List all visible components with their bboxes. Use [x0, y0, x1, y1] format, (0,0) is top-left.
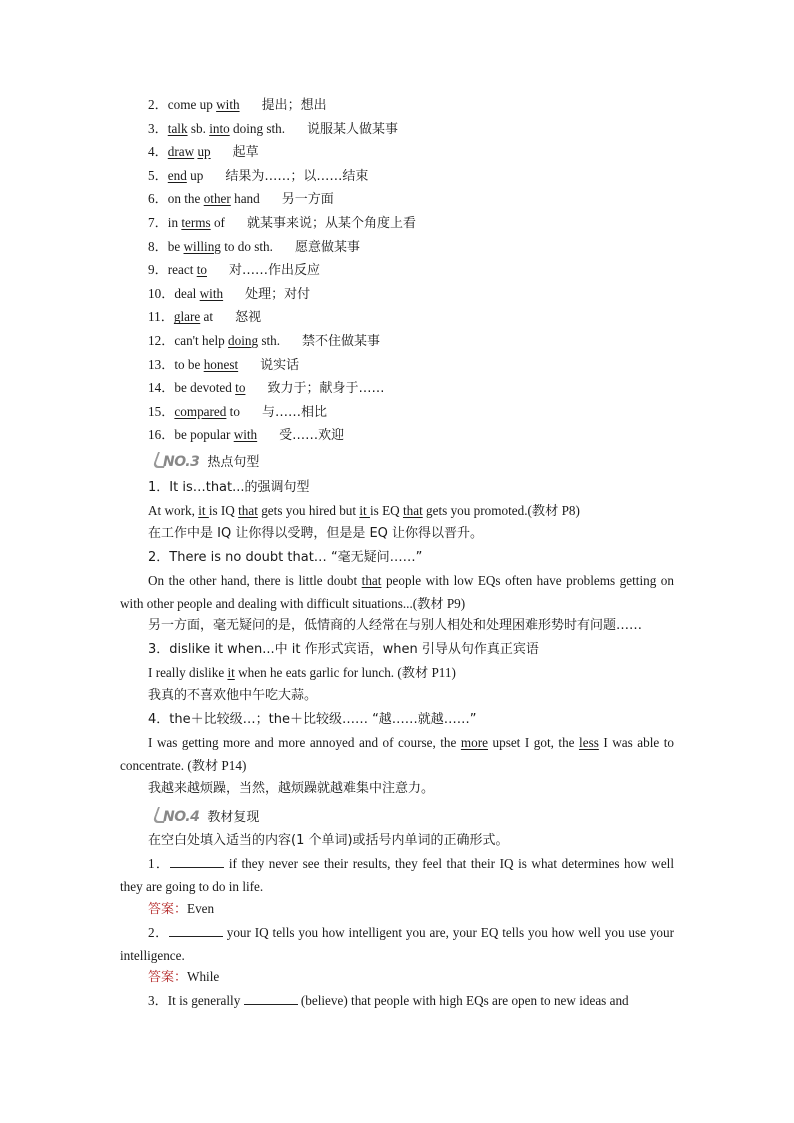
text-segment: to do sth. [220, 238, 273, 254]
text-segment: upset I got, the [488, 735, 580, 750]
underlined-word: end [167, 167, 187, 183]
question-3 [120, 990, 674, 1013]
text-segment: 8． [148, 238, 168, 254]
phrase-meaning: 处理；对付 [245, 286, 311, 302]
text-segment: doing sth. [229, 120, 286, 136]
phrase-meaning: 愿意做某事 [294, 239, 360, 255]
sentence-1-translation: 在工作中是 IQ 让你得以受聘，但是是 EQ 让你得以晋升。 [148, 526, 484, 541]
text-segment: I was getting more and more annoyed and of course, the [148, 735, 461, 750]
phrase-item [148, 143, 259, 162]
phrase-english [148, 214, 225, 232]
phrase-meaning: 起草 [232, 145, 259, 161]
question-number: 3． [148, 993, 168, 1008]
phrase-english [148, 190, 260, 208]
text-segment: 9． [148, 262, 168, 278]
text-segment: I was able to concentrate. (教材 P14) [120, 735, 674, 773]
question-2 [120, 922, 674, 967]
text-segment: be [167, 238, 184, 254]
answer-blank[interactable] [170, 855, 224, 868]
phrase-item [148, 426, 344, 445]
sentence-1-heading: 1．It is…that...的强调句型 [148, 480, 310, 495]
section-no4-title: 教材复现 [207, 810, 260, 825]
phrase-meaning: 对……作出反应 [228, 263, 320, 279]
underlined-word: willing [183, 238, 221, 254]
phrase-english [148, 96, 240, 114]
text-segment: to [226, 403, 240, 419]
underlined-word: talk [167, 120, 188, 136]
underlined-word: to [235, 380, 246, 396]
text-segment: react [167, 262, 197, 278]
phrase-meaning: 怒视 [235, 310, 262, 326]
answer-blank[interactable] [244, 992, 298, 1005]
text-segment: can't help [174, 333, 229, 348]
answer-value: While [187, 969, 220, 984]
phrase-meaning: 与……相比 [261, 404, 327, 420]
phrase-english [148, 332, 280, 350]
sentence-2-translation: 另一方面，毫无疑问的是，低情商的人经常在与别人相处和处理困难形势时有问题…… [148, 618, 643, 633]
text-segment: 6． [148, 191, 168, 207]
sentence-4-translation: 我越来越烦躁，当然，越烦躁就越难集中注意力。 [148, 781, 435, 796]
phrase-item [148, 308, 261, 327]
phrase-english [148, 120, 285, 138]
underlined-word: terms [181, 215, 211, 230]
underlined-word: glare [173, 309, 201, 325]
phrase-english [148, 403, 240, 421]
text-segment: 5． [148, 167, 168, 183]
underlined-word: it [198, 503, 209, 518]
question-text: your IQ tells you how intelligent you are, your EQ tells you how well you use your intelligence. [120, 925, 674, 963]
text-segment: sth. [258, 333, 281, 348]
text-segment: 2． [148, 97, 168, 112]
text-segment: 12． [148, 333, 175, 348]
text-segment: 15． [148, 403, 175, 419]
sentence-3-translation: 我真的不喜欢他中午吃大蒜。 [148, 688, 318, 703]
phrase-meaning: 致力于；献身于…… [267, 381, 385, 397]
text-segment: when he eats garlic for lunch. (教材 P11) [234, 665, 456, 680]
section-no4-header [155, 803, 259, 825]
text-segment: 3． [148, 120, 168, 136]
underlined-word: draw [167, 144, 195, 160]
phrase-english [148, 238, 273, 256]
phrase-meaning: 说实话 [260, 357, 300, 373]
text-segment: 7． [148, 215, 168, 230]
text-segment: up [186, 167, 204, 183]
question-2-answer [148, 968, 219, 987]
phrase-item [148, 261, 320, 280]
text-segment: At work, [148, 503, 199, 518]
section-no4-badge: NO.4 [155, 809, 199, 825]
phrase-meaning: 另一方面 [281, 192, 334, 208]
answer-label: 答案： [148, 902, 188, 917]
phrase-item [148, 403, 327, 422]
text-segment: is IQ [208, 503, 239, 518]
phrase-item [148, 167, 368, 186]
sentence-4-heading: 4．the＋比较级…；the＋比较级…… “越……就越……” [148, 712, 477, 727]
section-no3-header [155, 448, 259, 470]
phrase-english [148, 426, 257, 444]
text-segment: be popular [174, 427, 234, 443]
phrase-item [148, 356, 299, 375]
underlined-word: more [460, 735, 488, 750]
underlined-word: that [402, 503, 423, 518]
phrase-item [148, 214, 416, 233]
phrase-item [148, 332, 380, 351]
phrase-english [148, 356, 238, 374]
underlined-word: doing [228, 333, 259, 348]
phrase-meaning: 受……欢迎 [279, 428, 345, 444]
phrase-item [148, 190, 334, 209]
question-1-answer [148, 900, 214, 919]
text-segment: of [210, 215, 225, 230]
text-segment: to be [174, 356, 204, 372]
phrase-meaning: 就某事来说；从某个角度上看 [246, 216, 416, 231]
text-segment: gets you promoted.(教材 P8) [422, 503, 580, 518]
underlined-word: it [359, 503, 370, 518]
underlined-word: less [579, 735, 599, 750]
sentence-2-heading: 2．There is no doubt that… “毫无疑问……” [148, 550, 423, 565]
question-text: It is generally [167, 993, 244, 1008]
text-segment: 16． [148, 427, 175, 443]
phrase-item [148, 285, 310, 304]
text-segment: 4． [148, 144, 168, 160]
section-no3-badge: NO.3 [155, 454, 199, 470]
sentence-3-heading: 3．dislike it when...中 it 作形式宾语，when 引导从句作真正宾语 [148, 642, 539, 657]
phrase-english [148, 308, 213, 326]
underlined-word: with [216, 97, 240, 112]
phrase-english [148, 285, 223, 303]
text-segment: 10． [148, 285, 175, 301]
question-number: 2． [148, 925, 169, 940]
sentence-2-english [120, 570, 674, 615]
section-no3-title: 热点句型 [207, 455, 260, 470]
underlined-word: compared [174, 403, 227, 419]
underlined-word: to [196, 262, 207, 278]
underlined-word: it [227, 665, 235, 680]
question-1 [120, 853, 674, 898]
text-segment: come up [167, 97, 217, 112]
text-segment: is EQ [370, 503, 403, 518]
question-text: (believe) that people with high EQs are open to new ideas and [297, 993, 629, 1008]
text-segment: sb. [187, 120, 210, 136]
underlined-word: up [197, 144, 211, 160]
underlined-word: that [361, 573, 382, 588]
phrase-meaning: 提出；想出 [261, 98, 327, 113]
text-segment: people with low EQs often have problems getting on with other people and dealing with difficult situations...(教材 P9) [120, 573, 674, 611]
text-segment: on the [167, 191, 204, 207]
answer-label: 答案： [148, 970, 188, 985]
question-text: if they never see their results, they feel that their IQ is what determines how well they are going to do in life. [120, 856, 675, 894]
sentence-4-english [120, 732, 674, 777]
phrase-item [148, 379, 384, 398]
text-segment: 11． [148, 309, 174, 325]
text-segment: in [167, 215, 182, 230]
underlined-word: honest [203, 356, 239, 372]
text-segment: deal [174, 285, 200, 301]
text-segment: be devoted [174, 380, 236, 396]
sentence-3-english [148, 664, 456, 682]
phrase-item [148, 238, 360, 257]
phrase-item [148, 96, 327, 115]
question-number: 1． [148, 856, 171, 871]
phrase-english [148, 261, 207, 279]
text-segment: 14． [148, 380, 175, 396]
text-segment: On the other hand, there is little doubt [148, 573, 362, 588]
underlined-word: that [238, 503, 258, 518]
phrase-english [148, 143, 211, 161]
answer-value: Even [187, 901, 215, 916]
phrase-meaning: 禁不住做某事 [302, 334, 381, 349]
underlined-word: with [233, 427, 258, 443]
text-segment: hand [230, 191, 260, 207]
answer-blank[interactable] [169, 924, 223, 937]
text-segment: gets you hired but [257, 503, 360, 518]
phrase-item [148, 120, 398, 139]
phrase-meaning: 说服某人做某事 [307, 121, 399, 137]
phrase-english [148, 379, 245, 397]
text-segment: 13． [148, 356, 175, 372]
text-segment: at [200, 309, 214, 325]
phrase-meaning: 结果为……；以……结束 [225, 168, 369, 184]
exercise-instruction: 在空白处填入适当的内容(1 个单词)或括号内单词的正确形式。 [148, 833, 509, 848]
underlined-word: with [199, 285, 224, 301]
text-segment: I really dislike [148, 665, 228, 680]
underlined-word: other [203, 191, 231, 207]
phrase-english [148, 167, 203, 185]
sentence-1-english [148, 502, 580, 520]
underlined-word: into [209, 120, 230, 136]
